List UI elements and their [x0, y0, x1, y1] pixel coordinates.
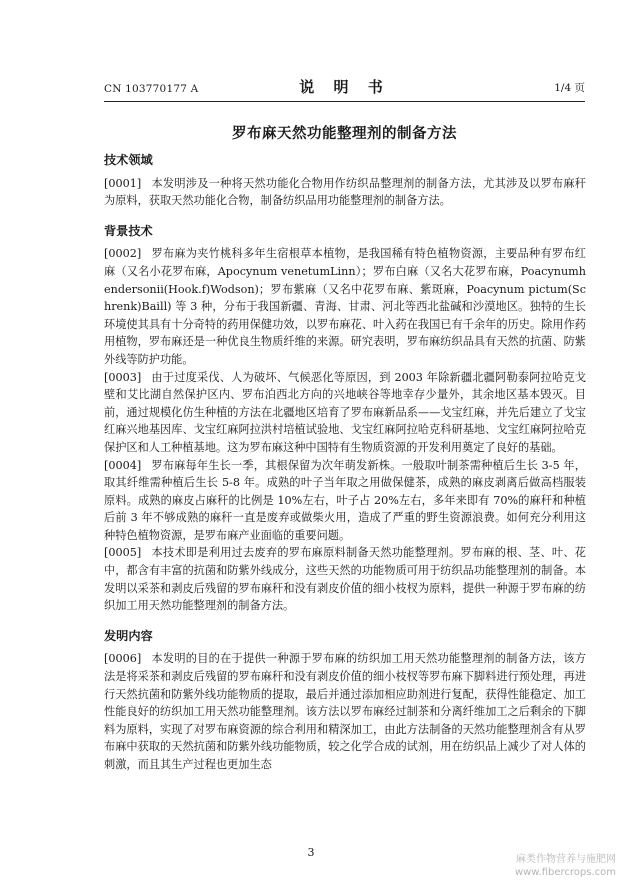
- paragraph: [104, 369, 586, 457]
- paragraph-text: 本发明涉及一种将天然功能化合物用作纺织品整理剂的制备方法，尤其涉及以罗布麻秆为原料，获取天然功能化合物，制备纺织品用功能整理剂的制备方法。: [104, 176, 586, 208]
- paragraph-text: 本技术即是利用过去废弃的罗布麻原料制备天然功能整理剂。罗布麻的根、茎、叶、花中，都含有丰富的抗菌和防紫外线成分，这些天然的功能物质可用于纺织品功能整理剂的制备。本发明以采茶和剥皮后残留的罗布麻秆和没有剥皮价值的细小枝杈为原料，提供一种源于罗布麻的纺织加工用天然功能整理剂的制备方法。: [104, 546, 586, 613]
- document-title: 罗布麻天然功能整理剂的制备方法: [232, 125, 457, 142]
- section-background: [104, 223, 586, 615]
- paragraph-text: 罗布麻为夹竹桃科多年生宿根草本植物，是我国稀有特色植物资源，主要品种有罗布红麻（又名小花罗布麻，Apocynum venetumLinn）；罗布白麻（又名大花罗布麻，Poacynumhendersonii(Hook.f)Wodson)；罗布紫麻（又名中花罗布麻、紫斑麻，Poacynum pictum(Schrenk)Baill) 等 3 种，分布于我国新疆、青海、甘肃、河北等西北盐碱和沙漠地区。独特的生长环境使其具有十分奇特的药用保健功效，以罗布麻花、叶入药在我国已有千余年的历史。除用作药用植物，罗布麻还是一种优良生物质纤维的来源。研究表明，罗布麻纺织品具有天然的抗菌、防紫外线等防护功能。: [104, 247, 586, 366]
- watermark-url: www.fibercrops.com: [514, 867, 616, 878]
- patent-number: CN 103770177 A: [104, 83, 199, 95]
- watermark-site-name: 麻类作物营养与施肥网: [516, 854, 616, 865]
- paragraph: [104, 175, 586, 210]
- paragraph-text: 本发明的目的在于提供一种源于罗布麻的纺织加工用天然功能整理剂的制备方法，该方法是将采茶和剥皮后残留的罗布麻秆和没有剥皮价值的细小枝杈等罗布麻下脚料进行预处理，再进行天然抗菌和防紫外线功能物质的提取，最后并通过添加相应助剂进行复配，获得性能稳定、加工性能良好的纺织加工用天然功能整理剂。该方法以罗布麻经过制茶和分离纤维加工之后剩余的下脚料为原料，实现了对罗布麻资源的综合利用和精深加工，由此方法制备的天然功能整理剂含有从罗布麻中获取的天然抗菌和防紫外线功能物质，较之化学合成的试剂，用在纺织品上减少了对人体的刺激，而且其生产过程也更加生态: [104, 652, 586, 771]
- section-heading: 技术领域: [104, 153, 153, 167]
- paragraph: [104, 544, 586, 614]
- paragraph-number: [0005]: [104, 546, 142, 560]
- paragraph: [104, 650, 586, 773]
- paragraph-number: [0004]: [104, 458, 142, 472]
- paragraph: [104, 245, 586, 368]
- paragraph: [104, 457, 586, 545]
- paragraph-number: [0006]: [104, 652, 142, 666]
- paragraph-number: [0001]: [104, 176, 142, 190]
- section-heading: 发明内容: [104, 628, 153, 643]
- page-indicator: 1/4 页: [554, 82, 585, 94]
- document-body: [104, 152, 586, 787]
- watermark: [515, 853, 616, 879]
- paragraph-text: 由于过度采伐、人为破坏、气候恶化等原因，到 2003 年除新疆北疆阿勒泰阿拉哈克戈壁和艾比湖自然保护区内、罗布泊西北方向的兴地峡谷等地幸存少量外，其余地区基本毁灭。目前，通过规模化仿生种植的方法在北疆地区培育了罗布麻新品系——戈宝红麻，并先后建立了戈宝红麻兴地基因库、戈宝红麻阿拉洪村培植试验地、戈宝红麻阿拉哈克科研基地、戈宝红麻阿拉哈克保护区和人工种植基地。这为罗布麻这种中国特有生物质资源的开发利用奠定了良好的基础。: [104, 370, 586, 454]
- paragraph-number: [0003]: [104, 370, 142, 384]
- document-type-label: 说 明 书: [299, 78, 390, 96]
- paragraph-number: [0002]: [104, 247, 142, 261]
- section-technical-field: [104, 152, 586, 210]
- page-header: [104, 78, 585, 100]
- page-number: 3: [307, 846, 315, 859]
- header-divider: [104, 101, 585, 102]
- section-heading: 背景技术: [104, 223, 153, 238]
- section-summary: [104, 628, 586, 774]
- paragraph-text: 罗布麻每年生长一季，其根保留为次年萌发新株。一般取叶制茶需种植后生长 3-5 年，取其纤维需种植后生长 5-8 年。成熟的叶子当年取之用做保健茶，成熟的麻皮剥离后做高档服装原料。成熟的麻皮占麻秆的比例是 10%左右，叶子占 20%左右，多年来即有 70%的麻秆和种植后前 3 年不够成熟的麻秆一直是废弃或做柴火用，造成了严重的野生资源浪费。如何充分利用这种特色植物资源，是罗布麻产业面临的重要问题。: [104, 458, 586, 542]
